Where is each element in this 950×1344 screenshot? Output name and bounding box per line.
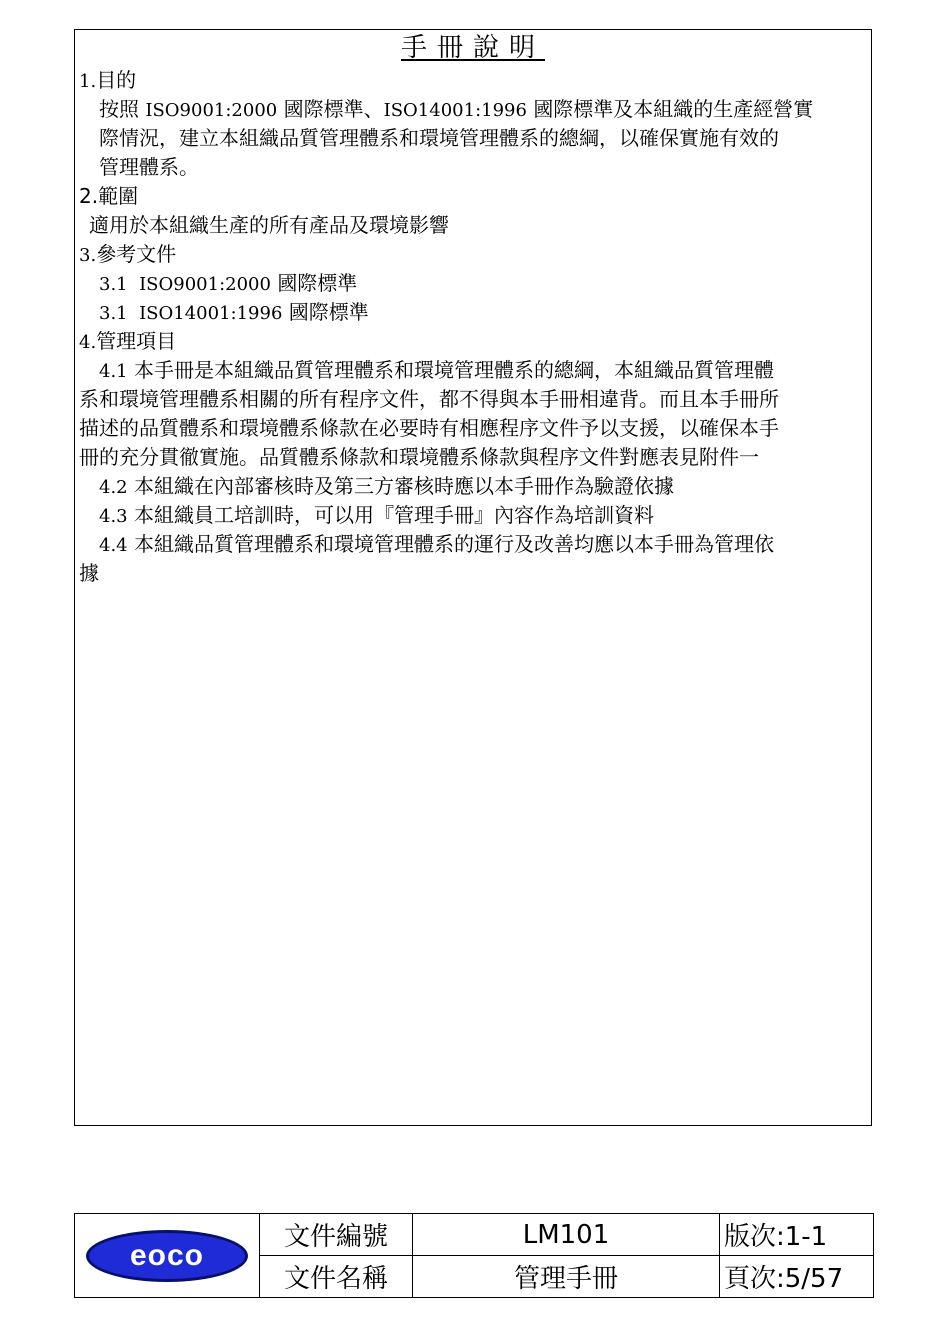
version-value: 版次:1-1 bbox=[720, 1214, 874, 1256]
doc-number-label: 文件編號 bbox=[260, 1214, 413, 1256]
section-1-line-3: 管理體系。 bbox=[99, 155, 199, 179]
section-4-item-2: 4.2 本組織在內部審核時及第三方審核時應以本手冊作為驗證依據 bbox=[99, 474, 674, 498]
section-1-line-1: 按照 ISO9001:2000 國際標準、ISO14001:1996 國際標準及本組織的生產經營實 bbox=[99, 97, 814, 121]
document-body bbox=[79, 66, 865, 588]
section-3-item-1: 3.1 ISO9001:2000 國際標準 bbox=[99, 271, 358, 295]
document-frame bbox=[74, 29, 872, 1126]
section-3-item-2: 3.1 ISO14001:1996 國際標準 bbox=[99, 300, 369, 324]
section-4-item-3: 4.3 本組織員工培訓時，可以用『管理手冊』內容作為培訓資料 bbox=[99, 503, 654, 527]
section-4-item-1-line-3: 描述的品質體系和環境體系條款在必要時有相應程序文件予以支援，以確保本手 bbox=[79, 416, 779, 440]
section-4-item-4-line-2: 據 bbox=[79, 561, 99, 585]
eoco-logo: eoco bbox=[86, 1230, 248, 1282]
section-4-item-4-line-1: 4.4 本組織品質管理體系和環境管理體系的運行及改善均應以本手冊為管理依 bbox=[99, 532, 774, 556]
logo-cell bbox=[75, 1214, 260, 1298]
doc-name-value: 管理手冊 bbox=[413, 1256, 720, 1298]
section-1-heading: 1.目的 bbox=[79, 68, 137, 92]
section-2-line-1: 適用於本組織生產的所有產品及環境影響 bbox=[89, 213, 449, 237]
section-1-line-2: 際情況，建立本組織品質管理體系和環境管理體系的總綱，以確保實施有效的 bbox=[99, 126, 779, 150]
section-2-heading: 2.範圍 bbox=[79, 184, 139, 208]
section-4-item-1-line-4: 冊的充分貫徹實施。品質體系條款和環境體系條款與程序文件對應表見附件一 bbox=[79, 445, 759, 469]
section-4-item-1-line-1: 4.1 本手冊是本組織品質管理體系和環境管理體系的總綱，本組織品質管理體 bbox=[99, 358, 774, 382]
doc-number-value: LM101 bbox=[413, 1214, 720, 1256]
doc-name-label: 文件名稱 bbox=[260, 1256, 413, 1298]
section-4-item-1-line-2: 系和環境管理體系相關的所有程序文件，都不得與本手冊相違背。而且本手冊所 bbox=[79, 387, 779, 411]
page-number-value: 頁次:5/57 bbox=[720, 1256, 874, 1298]
page-title: 手冊說明 bbox=[400, 33, 545, 63]
section-3-heading: 3.參考文件 bbox=[79, 242, 177, 266]
section-4-heading: 4.管理項目 bbox=[79, 329, 177, 353]
document-footer-table bbox=[74, 1213, 874, 1298]
